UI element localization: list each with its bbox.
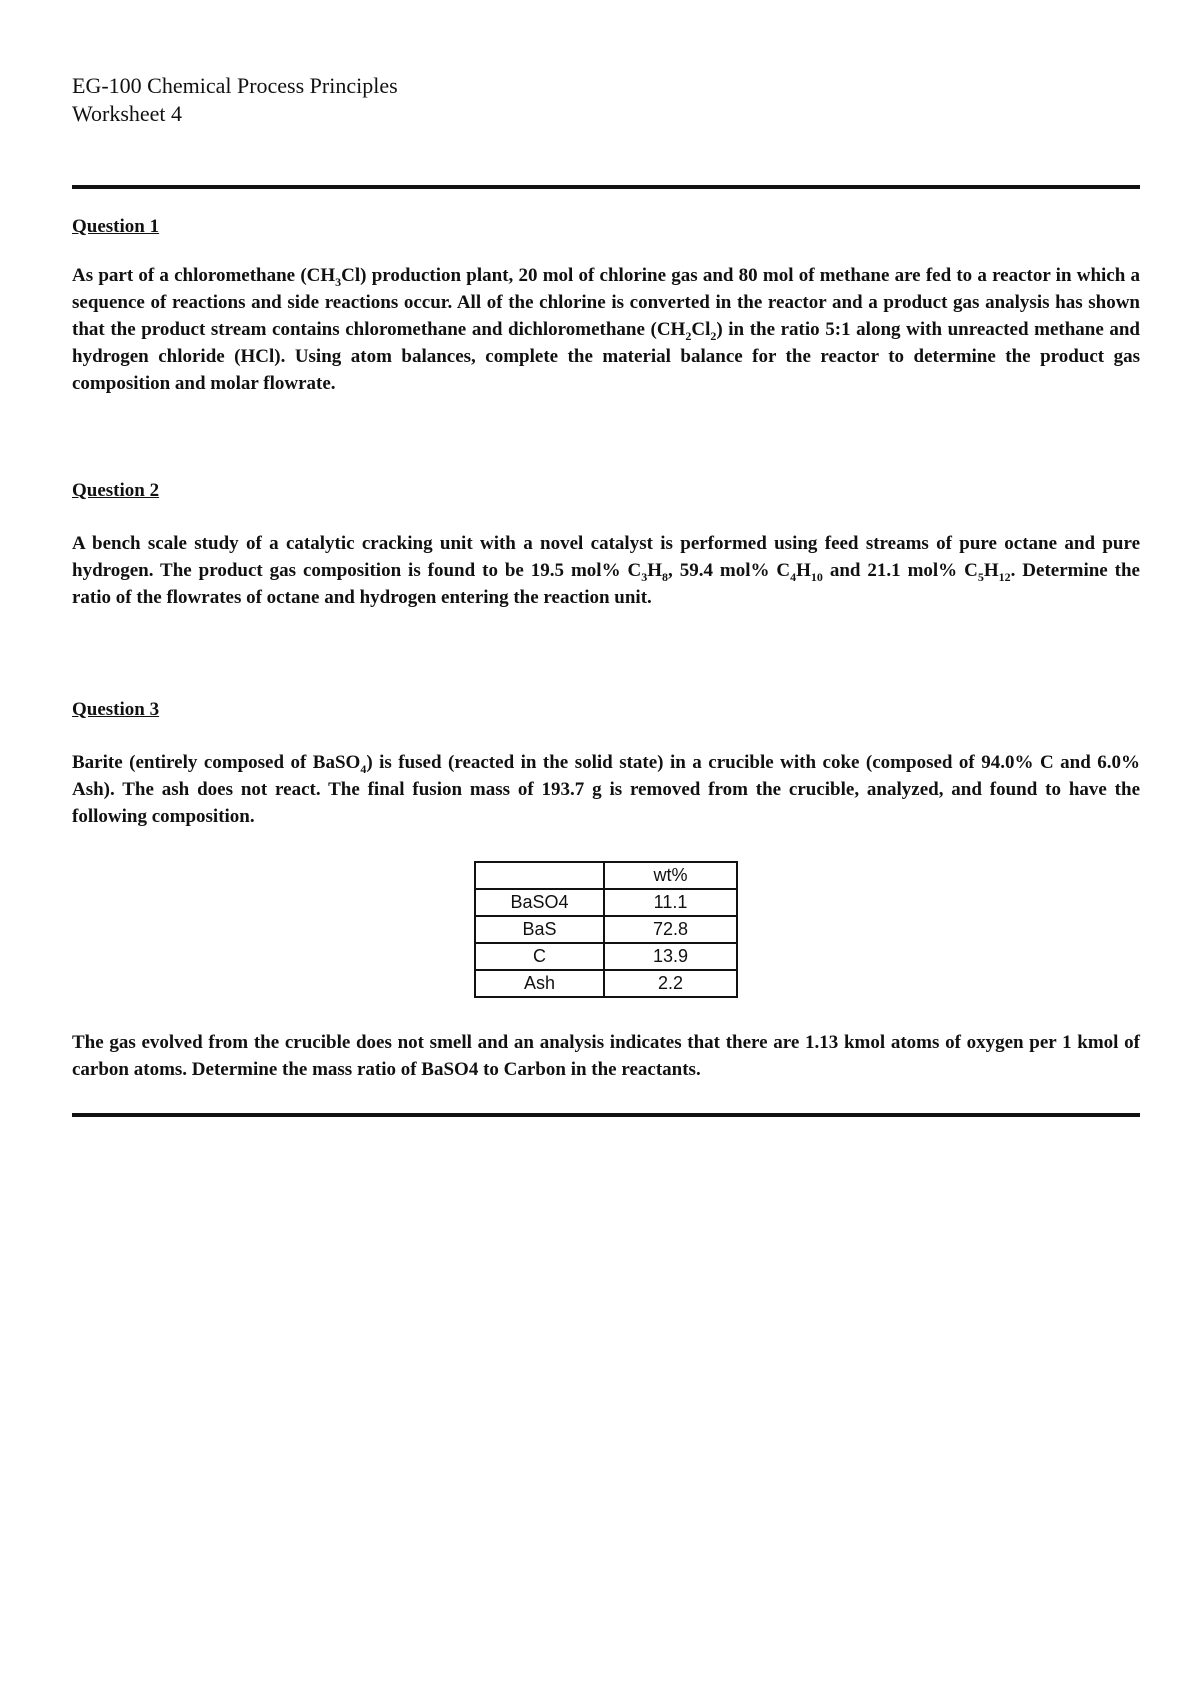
table-header-cell (475, 862, 604, 889)
component-cell: BaSO4 (475, 889, 604, 916)
question-2-text: A bench scale study of a catalytic cracking unit with a novel catalyst is performed using feed streams of pure octane and pure hydrogen. The product gas composition is found to be 19.5 mol% $C_3H_8$, 59.4 mol% $C_4H_{10}$ and 21.1 mol% $C_5H_{12}$. Determine the ratio of the flowrates of octane and hydrogen entering the reaction unit. (72, 533, 1140, 608)
question-3-followup-text: The gas evolved from the crucible does not smell and an analysis indicates that there are 1.13 kmol atoms of oxygen per 1 kmol of carbon atoms. Determine the mass ratio of BaSO4 to Carbon in the reactants. (72, 1032, 1140, 1080)
top-divider (72, 185, 1140, 189)
worksheet-title: Worksheet 4 (72, 101, 183, 126)
component-cell: C (475, 943, 604, 970)
table-row (475, 916, 737, 943)
document-header (72, 72, 398, 128)
question-2-title: Question 2 (72, 480, 160, 501)
table-row (475, 943, 737, 970)
wt-percent-cell: 2.2 (604, 970, 737, 997)
component-cell: Ash (475, 970, 604, 997)
table-row (475, 970, 737, 997)
question-1-text: As part of a chloromethane $(CH_3Cl)$ production plant, 20 mol of chlorine gas and 80 mol of methane are fed to a reactor in which a sequence of reactions and side reactions occur. All of the chlorine is converted in the reactor and a product gas analysis has shown that the product stream contains chloromethane and dichloromethane $(CH_2Cl_2)$ in the ratio 5:1 along with unreacted methane and hydrogen chloride (HCl). Using atom balances, complete the material balance for the reactor to determine the product gas composition and molar flowrate. (72, 265, 1140, 394)
course-title: EG-100 Chemical Process Principles (72, 73, 398, 98)
wt-percent-cell: 13.9 (604, 943, 737, 970)
table-header-cell: wt% (604, 862, 737, 889)
table-row (475, 889, 737, 916)
wt-percent-cell: 72.8 (604, 916, 737, 943)
question-1-title: Question 1 (72, 216, 160, 237)
component-cell: BaS (475, 916, 604, 943)
fusion-mass-composition-table (474, 861, 738, 998)
worksheet-page (72, 0, 1140, 1696)
bottom-divider (72, 1113, 1140, 1117)
question-3-text: Barite (entirely composed of BaSO$_4$) is fused (reacted in the solid state) in a crucible with coke (composed of 94.0% C and 6.0% Ash). The ash does not react. The final fusion mass of 193.7 g is removed from the crucible, analyzed, and found to have the following composition. (72, 752, 1140, 827)
wt-percent-cell: 11.1 (604, 889, 737, 916)
table-header-row (475, 862, 737, 889)
question-3-title: Question 3 (72, 699, 160, 720)
